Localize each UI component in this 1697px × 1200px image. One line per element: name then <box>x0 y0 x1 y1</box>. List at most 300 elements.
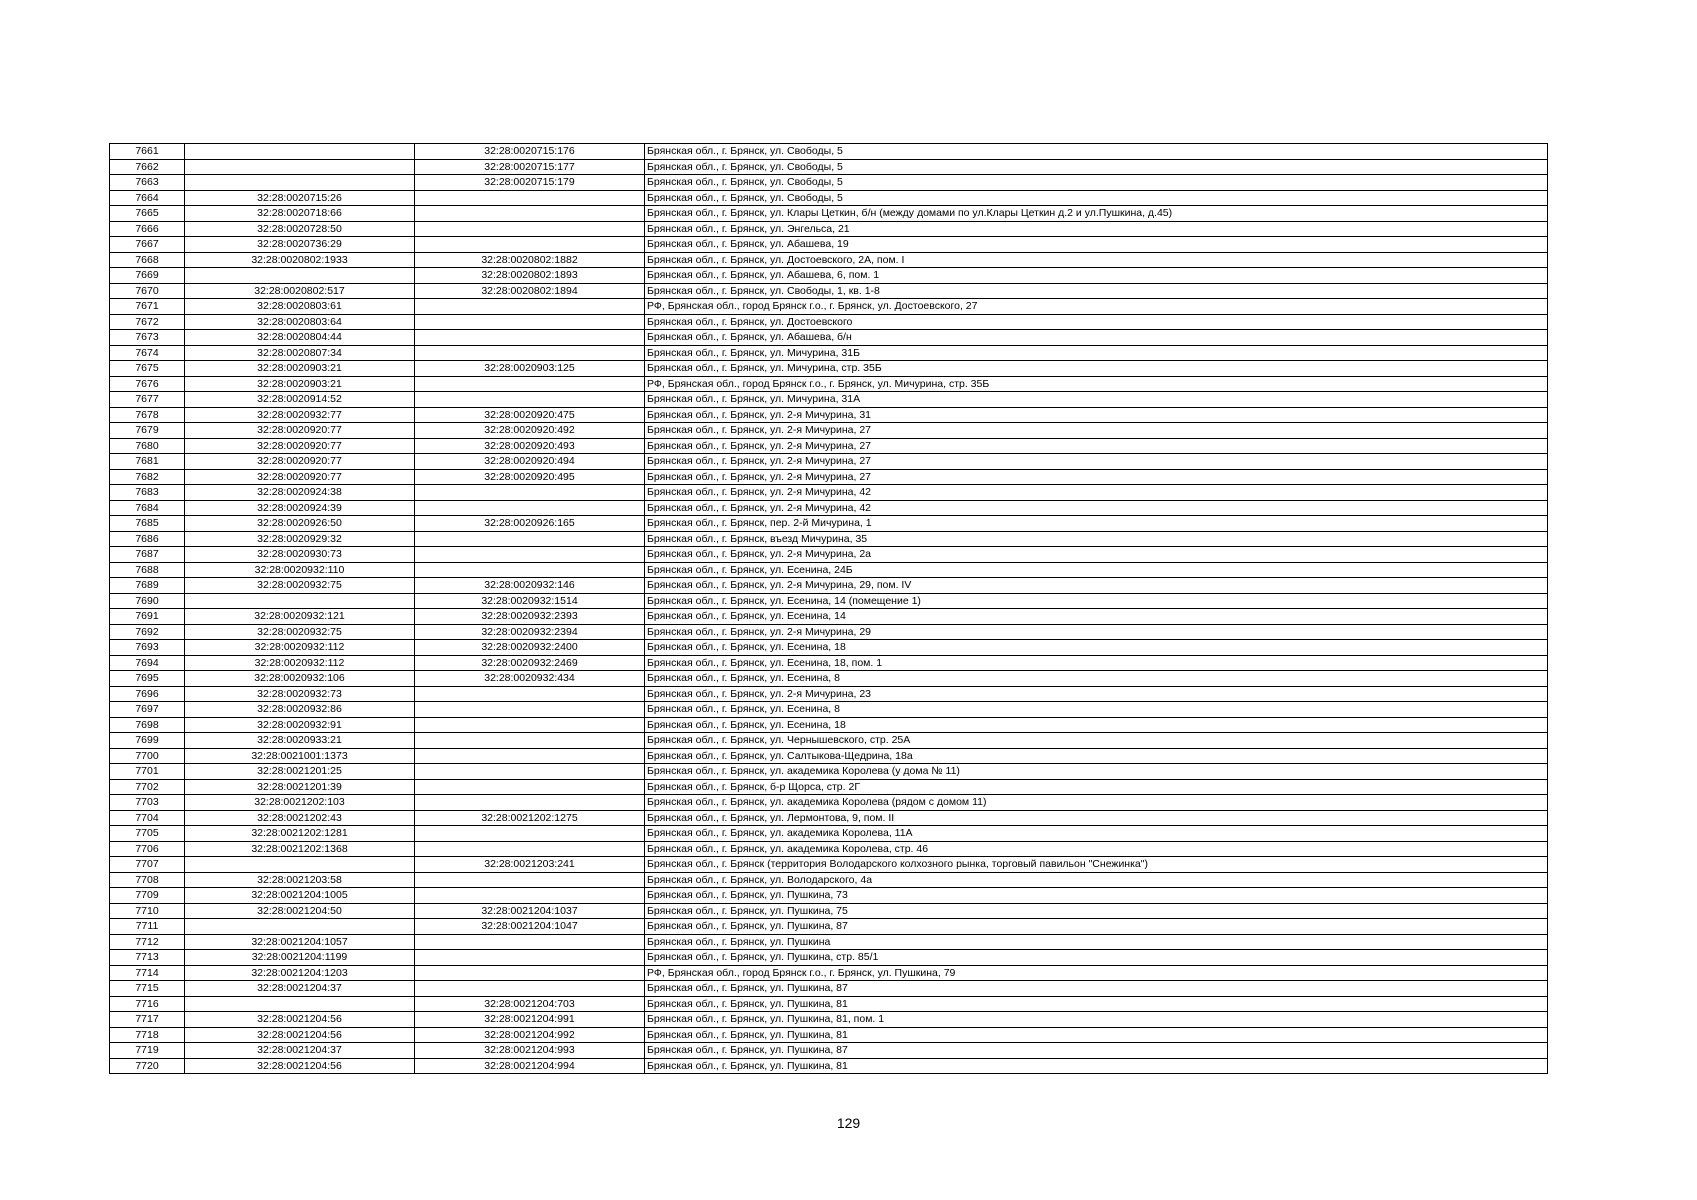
object-cadastral-number-cell: 32:28:0020920:492 <box>415 423 645 439</box>
record-number-cell: 7708 <box>110 872 185 888</box>
address-cell: Брянская обл., г. Брянск, ул. Свободы, 5 <box>645 190 1548 206</box>
land-cadastral-number-cell: 32:28:0021204:56 <box>185 1058 415 1074</box>
table-row <box>110 252 1548 268</box>
land-cadastral-number-cell: 32:28:0020920:77 <box>185 438 415 454</box>
address-cell: Брянская обл., г. Брянск, ул. Абашева, б/н <box>645 330 1548 346</box>
table-row <box>110 841 1548 857</box>
address-cell: Брянская обл., г. Брянск, ул. 2-я Мичурина, 23 <box>645 686 1548 702</box>
record-number-cell: 7676 <box>110 376 185 392</box>
object-cadastral-number-cell: 32:28:0021203:241 <box>415 857 645 873</box>
table-row <box>110 872 1548 888</box>
table-row <box>110 345 1548 361</box>
land-cadastral-number-cell: 32:28:0020802:1933 <box>185 252 415 268</box>
record-number-cell: 7699 <box>110 733 185 749</box>
table-row <box>110 1043 1548 1059</box>
table-row <box>110 454 1548 470</box>
land-cadastral-number-cell: 32:28:0021204:56 <box>185 1012 415 1028</box>
object-cadastral-number-cell: 32:28:0020932:434 <box>415 671 645 687</box>
table-row <box>110 376 1548 392</box>
record-number-cell: 7682 <box>110 469 185 485</box>
object-cadastral-number-cell <box>415 562 645 578</box>
land-cadastral-number-cell <box>185 175 415 191</box>
land-cadastral-number-cell: 32:28:0020932:110 <box>185 562 415 578</box>
record-number-cell: 7689 <box>110 578 185 594</box>
address-cell: Брянская обл., г. Брянск, ул. Пушкина, 81 <box>645 996 1548 1012</box>
table-row <box>110 950 1548 966</box>
land-cadastral-number-cell: 32:28:0021204:50 <box>185 903 415 919</box>
page-number: 129 <box>836 1115 861 1131</box>
object-cadastral-number-cell <box>415 795 645 811</box>
record-number-cell: 7718 <box>110 1027 185 1043</box>
land-cadastral-number-cell: 32:28:0020718:66 <box>185 206 415 222</box>
table-row <box>110 671 1548 687</box>
record-number-cell: 7665 <box>110 206 185 222</box>
land-cadastral-number-cell <box>185 159 415 175</box>
record-number-cell: 7719 <box>110 1043 185 1059</box>
land-cadastral-number-cell: 32:28:0020715:26 <box>185 190 415 206</box>
land-cadastral-number-cell: 32:28:0020932:73 <box>185 686 415 702</box>
land-cadastral-number-cell <box>185 996 415 1012</box>
table-row <box>110 655 1548 671</box>
address-cell: РФ, Брянская обл., город Брянск г.о., г. Брянск, ул. Мичурина, стр. 35Б <box>645 376 1548 392</box>
address-cell: Брянская обл., г. Брянск, ул. Салтыкова-Щедрина, 18а <box>645 748 1548 764</box>
object-cadastral-number-cell: 32:28:0021204:991 <box>415 1012 645 1028</box>
record-number-cell: 7700 <box>110 748 185 764</box>
land-cadastral-number-cell: 32:28:0020932:121 <box>185 609 415 625</box>
record-number-cell: 7691 <box>110 609 185 625</box>
table-row <box>110 469 1548 485</box>
land-cadastral-number-cell: 32:28:0020932:75 <box>185 578 415 594</box>
address-cell: Брянская обл., г. Брянск, ул. Клары Цеткин, б/н (между домами по ул.Клары Цеткин д.2 и ул.Пушкина, д.45) <box>645 206 1548 222</box>
address-cell: Брянская обл., г. Брянск, ул. 2-я Мичурина, 27 <box>645 438 1548 454</box>
address-cell: Брянская обл., г. Брянск, ул. Пушкина <box>645 934 1548 950</box>
table-row <box>110 283 1548 299</box>
record-number-cell: 7692 <box>110 624 185 640</box>
record-number-cell: 7672 <box>110 314 185 330</box>
table-row <box>110 500 1548 516</box>
record-number-cell: 7717 <box>110 1012 185 1028</box>
object-cadastral-number-cell: 32:28:0020926:165 <box>415 516 645 532</box>
land-cadastral-number-cell: 32:28:0020932:106 <box>185 671 415 687</box>
object-cadastral-number-cell <box>415 934 645 950</box>
land-cadastral-number-cell: 32:28:0021204:1203 <box>185 965 415 981</box>
table-row <box>110 516 1548 532</box>
object-cadastral-number-cell: 32:28:0020932:2393 <box>415 609 645 625</box>
table-row <box>110 981 1548 997</box>
address-cell: Брянская обл., г. Брянск, ул. 2-я Мичурина, 42 <box>645 485 1548 501</box>
table-row <box>110 764 1548 780</box>
address-cell: Брянская обл., г. Брянск, ул. Есенина, 8 <box>645 702 1548 718</box>
object-cadastral-number-cell <box>415 779 645 795</box>
land-cadastral-number-cell: 32:28:0021203:58 <box>185 872 415 888</box>
object-cadastral-number-cell: 32:28:0021204:703 <box>415 996 645 1012</box>
land-cadastral-number-cell: 32:28:0020924:38 <box>185 485 415 501</box>
table-row <box>110 531 1548 547</box>
object-cadastral-number-cell: 32:28:0020903:125 <box>415 361 645 377</box>
table-row <box>110 423 1548 439</box>
object-cadastral-number-cell: 32:28:0021204:1037 <box>415 903 645 919</box>
table-row <box>110 779 1548 795</box>
record-number-cell: 7715 <box>110 981 185 997</box>
object-cadastral-number-cell <box>415 531 645 547</box>
land-cadastral-number-cell: 32:28:0020920:77 <box>185 454 415 470</box>
table-row <box>110 206 1548 222</box>
table-row <box>110 1012 1548 1028</box>
records-table <box>109 143 1548 1074</box>
table-row <box>110 485 1548 501</box>
table-row <box>110 578 1548 594</box>
object-cadastral-number-cell: 32:28:0020932:2469 <box>415 655 645 671</box>
record-number-cell: 7668 <box>110 252 185 268</box>
table-row <box>110 438 1548 454</box>
address-cell: Брянская обл., г. Брянск, въезд Мичурина, 35 <box>645 531 1548 547</box>
land-cadastral-number-cell: 32:28:0020932:91 <box>185 717 415 733</box>
object-cadastral-number-cell <box>415 485 645 501</box>
land-cadastral-number-cell: 32:28:0020932:77 <box>185 407 415 423</box>
object-cadastral-number-cell: 32:28:0021204:994 <box>415 1058 645 1074</box>
table-row <box>110 190 1548 206</box>
address-cell: Брянская обл., г. Брянск, ул. Свободы, 5 <box>645 159 1548 175</box>
land-cadastral-number-cell: 32:28:0021201:39 <box>185 779 415 795</box>
table-row <box>110 314 1548 330</box>
record-number-cell: 7713 <box>110 950 185 966</box>
land-cadastral-number-cell: 32:28:0020803:61 <box>185 299 415 315</box>
land-cadastral-number-cell: 32:28:0021204:56 <box>185 1027 415 1043</box>
address-cell: Брянская обл., г. Брянск, ул. Достоевского, 2А, пом. I <box>645 252 1548 268</box>
address-cell: Брянская обл., г. Брянск, ул. 2-я Мичурина, 31 <box>645 407 1548 423</box>
table-row <box>110 1058 1548 1074</box>
table-row <box>110 392 1548 408</box>
record-number-cell: 7667 <box>110 237 185 253</box>
object-cadastral-number-cell: 32:28:0020715:177 <box>415 159 645 175</box>
table-row <box>110 624 1548 640</box>
table-row <box>110 609 1548 625</box>
land-cadastral-number-cell: 32:28:0020903:21 <box>185 361 415 377</box>
address-cell: Брянская обл., г. Брянск, ул. Пушкина, 81 <box>645 1058 1548 1074</box>
record-number-cell: 7690 <box>110 593 185 609</box>
record-number-cell: 7677 <box>110 392 185 408</box>
records-table-body <box>110 144 1548 1074</box>
object-cadastral-number-cell <box>415 237 645 253</box>
record-number-cell: 7663 <box>110 175 185 191</box>
object-cadastral-number-cell <box>415 826 645 842</box>
record-number-cell: 7664 <box>110 190 185 206</box>
land-cadastral-number-cell: 32:28:0020932:75 <box>185 624 415 640</box>
address-cell: Брянская обл., г. Брянск, ул. академика Королева (у дома № 11) <box>645 764 1548 780</box>
object-cadastral-number-cell <box>415 299 645 315</box>
record-number-cell: 7666 <box>110 221 185 237</box>
address-cell: Брянская обл., г. Брянск, ул. Пушкина, 87 <box>645 981 1548 997</box>
table-row <box>110 237 1548 253</box>
table-row <box>110 826 1548 842</box>
land-cadastral-number-cell <box>185 857 415 873</box>
table-row <box>110 919 1548 935</box>
table-row <box>110 686 1548 702</box>
record-number-cell: 7671 <box>110 299 185 315</box>
land-cadastral-number-cell: 32:28:0020807:34 <box>185 345 415 361</box>
record-number-cell: 7686 <box>110 531 185 547</box>
table-row <box>110 144 1548 160</box>
table-row <box>110 810 1548 826</box>
table-row <box>110 857 1548 873</box>
record-number-cell: 7696 <box>110 686 185 702</box>
object-cadastral-number-cell: 32:28:0021204:1047 <box>415 919 645 935</box>
address-cell: Брянская обл., г. Брянск, б-р Щорса, стр. 2Г <box>645 779 1548 795</box>
object-cadastral-number-cell: 32:28:0020920:493 <box>415 438 645 454</box>
object-cadastral-number-cell: 32:28:0020932:2400 <box>415 640 645 656</box>
address-cell: Брянская обл., г. Брянск, пер. 2-й Мичурина, 1 <box>645 516 1548 532</box>
address-cell: Брянская обл., г. Брянск, ул. Свободы, 5 <box>645 175 1548 191</box>
record-number-cell: 7709 <box>110 888 185 904</box>
address-cell: Брянская обл., г. Брянск, ул. Мичурина, 31А <box>645 392 1548 408</box>
address-cell: Брянская обл., г. Брянск, ул. Есенина, 8 <box>645 671 1548 687</box>
address-cell: Брянская обл., г. Брянск, ул. Есенина, 14 (помещение 1) <box>645 593 1548 609</box>
object-cadastral-number-cell: 32:28:0020715:176 <box>415 144 645 160</box>
object-cadastral-number-cell <box>415 345 645 361</box>
table-row <box>110 361 1548 377</box>
record-number-cell: 7674 <box>110 345 185 361</box>
object-cadastral-number-cell: 32:28:0020932:1514 <box>415 593 645 609</box>
object-cadastral-number-cell <box>415 733 645 749</box>
table-row <box>110 996 1548 1012</box>
record-number-cell: 7681 <box>110 454 185 470</box>
object-cadastral-number-cell: 32:28:0021202:1275 <box>415 810 645 826</box>
land-cadastral-number-cell: 32:28:0020932:112 <box>185 655 415 671</box>
object-cadastral-number-cell: 32:28:0020920:495 <box>415 469 645 485</box>
land-cadastral-number-cell <box>185 144 415 160</box>
address-cell: Брянская обл., г. Брянск, ул. Чернышевского, стр. 25А <box>645 733 1548 749</box>
land-cadastral-number-cell: 32:28:0021202:43 <box>185 810 415 826</box>
record-number-cell: 7673 <box>110 330 185 346</box>
land-cadastral-number-cell: 32:28:0020802:517 <box>185 283 415 299</box>
land-cadastral-number-cell <box>185 593 415 609</box>
land-cadastral-number-cell: 32:28:0021204:37 <box>185 1043 415 1059</box>
address-cell: Брянская обл., г. Брянск, ул. Достоевского <box>645 314 1548 330</box>
land-cadastral-number-cell: 32:28:0021204:1057 <box>185 934 415 950</box>
record-number-cell: 7670 <box>110 283 185 299</box>
address-cell: Брянская обл., г. Брянск, ул. Пушкина, 81 <box>645 1027 1548 1043</box>
land-cadastral-number-cell: 32:28:0021202:1368 <box>185 841 415 857</box>
object-cadastral-number-cell <box>415 376 645 392</box>
object-cadastral-number-cell <box>415 206 645 222</box>
table-row <box>110 888 1548 904</box>
record-number-cell: 7702 <box>110 779 185 795</box>
address-cell: Брянская обл., г. Брянск, ул. 2-я Мичурина, 27 <box>645 423 1548 439</box>
land-cadastral-number-cell: 32:28:0020804:44 <box>185 330 415 346</box>
address-cell: Брянская обл., г. Брянск (территория Володарского колхозного рынка, торговый павильон "Снежинка") <box>645 857 1548 873</box>
record-number-cell: 7694 <box>110 655 185 671</box>
address-cell: Брянская обл., г. Брянск, ул. Есенина, 14 <box>645 609 1548 625</box>
record-number-cell: 7695 <box>110 671 185 687</box>
table-row <box>110 330 1548 346</box>
record-number-cell: 7705 <box>110 826 185 842</box>
object-cadastral-number-cell <box>415 330 645 346</box>
address-cell: Брянская обл., г. Брянск, ул. Энгельса, 21 <box>645 221 1548 237</box>
land-cadastral-number-cell: 32:28:0020728:50 <box>185 221 415 237</box>
address-cell: Брянская обл., г. Брянск, ул. Свободы, 5 <box>645 144 1548 160</box>
record-number-cell: 7716 <box>110 996 185 1012</box>
address-cell: Брянская обл., г. Брянск, ул. Абашева, 19 <box>645 237 1548 253</box>
table-row <box>110 733 1548 749</box>
object-cadastral-number-cell <box>415 965 645 981</box>
object-cadastral-number-cell <box>415 702 645 718</box>
object-cadastral-number-cell <box>415 547 645 563</box>
address-cell: Брянская обл., г. Брянск, ул. 2-я Мичурина, 2а <box>645 547 1548 563</box>
address-cell: Брянская обл., г. Брянск, ул. Пушкина, стр. 85/1 <box>645 950 1548 966</box>
land-cadastral-number-cell: 32:28:0020924:39 <box>185 500 415 516</box>
object-cadastral-number-cell: 32:28:0020802:1893 <box>415 268 645 284</box>
land-cadastral-number-cell: 32:28:0020903:21 <box>185 376 415 392</box>
land-cadastral-number-cell: 32:28:0021202:103 <box>185 795 415 811</box>
address-cell: РФ, Брянская обл., город Брянск г.о., г. Брянск, ул. Достоевского, 27 <box>645 299 1548 315</box>
address-cell: Брянская обл., г. Брянск, ул. Лермонтова, 9, пом. II <box>645 810 1548 826</box>
object-cadastral-number-cell <box>415 981 645 997</box>
record-number-cell: 7669 <box>110 268 185 284</box>
record-number-cell: 7685 <box>110 516 185 532</box>
table-row <box>110 1027 1548 1043</box>
address-cell: Брянская обл., г. Брянск, ул. Володарского, 4а <box>645 872 1548 888</box>
table-row <box>110 562 1548 578</box>
object-cadastral-number-cell <box>415 717 645 733</box>
record-number-cell: 7678 <box>110 407 185 423</box>
table-row <box>110 748 1548 764</box>
table-row <box>110 795 1548 811</box>
object-cadastral-number-cell <box>415 748 645 764</box>
address-cell: Брянская обл., г. Брянск, ул. 2-я Мичурина, 27 <box>645 469 1548 485</box>
land-cadastral-number-cell: 32:28:0020930:73 <box>185 547 415 563</box>
land-cadastral-number-cell: 32:28:0021202:1281 <box>185 826 415 842</box>
address-cell: Брянская обл., г. Брянск, ул. Есенина, 24Б <box>645 562 1548 578</box>
record-number-cell: 7687 <box>110 547 185 563</box>
table-row <box>110 175 1548 191</box>
record-number-cell: 7698 <box>110 717 185 733</box>
table-row <box>110 221 1548 237</box>
table-row <box>110 640 1548 656</box>
land-cadastral-number-cell: 32:28:0021001:1373 <box>185 748 415 764</box>
record-number-cell: 7683 <box>110 485 185 501</box>
land-cadastral-number-cell: 32:28:0020932:112 <box>185 640 415 656</box>
address-cell: Брянская обл., г. Брянск, ул. Пушкина, 87 <box>645 919 1548 935</box>
address-cell: РФ, Брянская обл., город Брянск г.о., г. Брянск, ул. Пушкина, 79 <box>645 965 1548 981</box>
land-cadastral-number-cell: 32:28:0021204:1005 <box>185 888 415 904</box>
table-row <box>110 299 1548 315</box>
record-number-cell: 7706 <box>110 841 185 857</box>
record-number-cell: 7693 <box>110 640 185 656</box>
object-cadastral-number-cell: 32:28:0021204:993 <box>415 1043 645 1059</box>
object-cadastral-number-cell: 32:28:0020715:179 <box>415 175 645 191</box>
object-cadastral-number-cell <box>415 686 645 702</box>
land-cadastral-number-cell: 32:28:0020914:52 <box>185 392 415 408</box>
object-cadastral-number-cell <box>415 872 645 888</box>
table-row <box>110 717 1548 733</box>
record-number-cell: 7720 <box>110 1058 185 1074</box>
record-number-cell: 7703 <box>110 795 185 811</box>
land-cadastral-number-cell <box>185 919 415 935</box>
record-number-cell: 7707 <box>110 857 185 873</box>
table-row <box>110 903 1548 919</box>
record-number-cell: 7675 <box>110 361 185 377</box>
record-number-cell: 7701 <box>110 764 185 780</box>
object-cadastral-number-cell <box>415 764 645 780</box>
object-cadastral-number-cell <box>415 392 645 408</box>
address-cell: Брянская обл., г. Брянск, ул. Абашева, 6, пом. 1 <box>645 268 1548 284</box>
object-cadastral-number-cell: 32:28:0020932:146 <box>415 578 645 594</box>
address-cell: Брянская обл., г. Брянск, ул. Мичурина, стр. 35Б <box>645 361 1548 377</box>
record-number-cell: 7680 <box>110 438 185 454</box>
land-cadastral-number-cell: 32:28:0021204:37 <box>185 981 415 997</box>
object-cadastral-number-cell <box>415 841 645 857</box>
address-cell: Брянская обл., г. Брянск, ул. Пушкина, 87 <box>645 1043 1548 1059</box>
table-row <box>110 965 1548 981</box>
table-row <box>110 407 1548 423</box>
record-number-cell: 7714 <box>110 965 185 981</box>
table-row <box>110 547 1548 563</box>
object-cadastral-number-cell: 32:28:0021204:992 <box>415 1027 645 1043</box>
record-number-cell: 7697 <box>110 702 185 718</box>
address-cell: Брянская обл., г. Брянск, ул. 2-я Мичурина, 29 <box>645 624 1548 640</box>
record-number-cell: 7662 <box>110 159 185 175</box>
land-cadastral-number-cell: 32:28:0020926:50 <box>185 516 415 532</box>
address-cell: Брянская обл., г. Брянск, ул. Есенина, 18 <box>645 640 1548 656</box>
land-cadastral-number-cell: 32:28:0021204:1199 <box>185 950 415 966</box>
object-cadastral-number-cell: 32:28:0020920:494 <box>415 454 645 470</box>
record-number-cell: 7710 <box>110 903 185 919</box>
address-cell: Брянская обл., г. Брянск, ул. Пушкина, 75 <box>645 903 1548 919</box>
land-cadastral-number-cell: 32:28:0020929:32 <box>185 531 415 547</box>
address-cell: Брянская обл., г. Брянск, ул. Пушкина, 81, пом. 1 <box>645 1012 1548 1028</box>
address-cell: Брянская обл., г. Брянск, ул. Пушкина, 73 <box>645 888 1548 904</box>
address-cell: Брянская обл., г. Брянск, ул. 2-я Мичурина, 42 <box>645 500 1548 516</box>
table-row <box>110 159 1548 175</box>
land-cadastral-number-cell <box>185 268 415 284</box>
address-cell: Брянская обл., г. Брянск, ул. Мичурина, 31Б <box>645 345 1548 361</box>
land-cadastral-number-cell: 32:28:0020803:64 <box>185 314 415 330</box>
address-cell: Брянская обл., г. Брянск, ул. Есенина, 18 <box>645 717 1548 733</box>
record-number-cell: 7661 <box>110 144 185 160</box>
object-cadastral-number-cell: 32:28:0020802:1882 <box>415 252 645 268</box>
address-cell: Брянская обл., г. Брянск, ул. Свободы, 1, кв. 1-8 <box>645 283 1548 299</box>
record-number-cell: 7679 <box>110 423 185 439</box>
record-number-cell: 7684 <box>110 500 185 516</box>
object-cadastral-number-cell: 32:28:0020920:475 <box>415 407 645 423</box>
land-cadastral-number-cell: 32:28:0020920:77 <box>185 423 415 439</box>
table-row <box>110 593 1548 609</box>
table-row <box>110 934 1548 950</box>
land-cadastral-number-cell: 32:28:0020920:77 <box>185 469 415 485</box>
address-cell: Брянская обл., г. Брянск, ул. академика Королева, 11А <box>645 826 1548 842</box>
address-cell: Брянская обл., г. Брянск, ул. 2-я Мичурина, 27 <box>645 454 1548 470</box>
object-cadastral-number-cell: 32:28:0020932:2394 <box>415 624 645 640</box>
object-cadastral-number-cell <box>415 888 645 904</box>
object-cadastral-number-cell: 32:28:0020802:1894 <box>415 283 645 299</box>
object-cadastral-number-cell <box>415 190 645 206</box>
object-cadastral-number-cell <box>415 314 645 330</box>
object-cadastral-number-cell <box>415 950 645 966</box>
address-cell: Брянская обл., г. Брянск, ул. Есенина, 18, пом. 1 <box>645 655 1548 671</box>
address-cell: Брянская обл., г. Брянск, ул. 2-я Мичурина, 29, пом. IV <box>645 578 1548 594</box>
record-number-cell: 7711 <box>110 919 185 935</box>
record-number-cell: 7688 <box>110 562 185 578</box>
land-cadastral-number-cell: 32:28:0021201:25 <box>185 764 415 780</box>
land-cadastral-number-cell: 32:28:0020736:29 <box>185 237 415 253</box>
object-cadastral-number-cell <box>415 500 645 516</box>
record-number-cell: 7712 <box>110 934 185 950</box>
address-cell: Брянская обл., г. Брянск, ул. академика Королева (рядом с домом 11) <box>645 795 1548 811</box>
object-cadastral-number-cell <box>415 221 645 237</box>
land-cadastral-number-cell: 32:28:0020933:21 <box>185 733 415 749</box>
record-number-cell: 7704 <box>110 810 185 826</box>
land-cadastral-number-cell: 32:28:0020932:86 <box>185 702 415 718</box>
